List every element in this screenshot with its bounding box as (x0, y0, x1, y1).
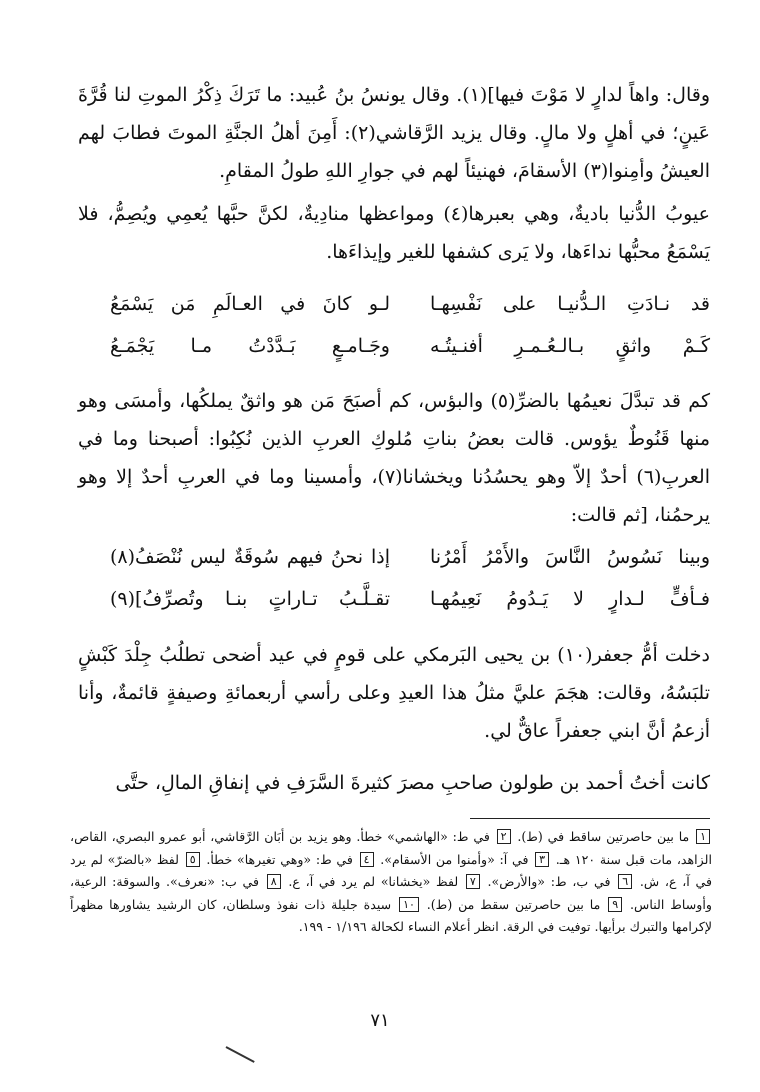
footnote-text: لفظ «يخشانا» لم يرد في آ، ع. (288, 874, 459, 889)
scan-mark (226, 1046, 255, 1063)
verse-line (110, 283, 710, 325)
paragraph: كم قد تبدَّلَ نعيمُها بالضرِّ(٥) والبؤس، كم أصبَحَ مَن هو واثقٌ يملكُها، وأمسَى وهو منها قَنُوطٌ يؤوس. قالت بعضُ بناتِ مُلوكِ العربِ الذين نُكِبُوا: أصبحنا وما في العربِ(٦) أحدٌ إلاّ وهو يحسُدُنا ويخشانا(٧)، وأمسينا وما في العربِ أحدٌ إلا وهو يرحمُنا، [ثم قالت: (78, 390, 710, 526)
verse-hemistich: وبينا نَسُوسُ النَّاسَ والأَمْرُ أَمْرُنا (430, 546, 710, 568)
footnote-number: ٢ (497, 829, 511, 844)
verse-line (110, 578, 710, 620)
footnote-number: ٧ (466, 874, 480, 889)
footnote-divider (470, 818, 710, 819)
footnote-number: ٥ (186, 852, 200, 867)
footnote-number: ١٠ (399, 897, 419, 912)
footnote-number: ٣ (535, 852, 549, 867)
verse-block (110, 283, 710, 367)
paragraph: كانت أختُ أحمد بن طولون صاحبِ مصرَ كثيرةَ السَّرَفِ في إنفاقِ المالِ، حتَّى (115, 772, 710, 794)
footnote-text: في ب: «نعرف». والسوقة: الرعية، وأوساط الناس. (70, 874, 712, 912)
verse-block (110, 536, 710, 620)
footnote-text: في ط: «وهي تغيرها» خطأ. (206, 851, 353, 867)
verse-hemistich: وجَـامـعٍ بَـدَّدْتُ مـا يَجْمَـعُ (110, 335, 390, 357)
verse-hemistich: لـو كانَ في العـالَمِ مَن يَسْمَعُ (110, 293, 390, 315)
footnotes (70, 826, 712, 939)
paragraph: وقال: واهاً لدارٍ لا مَوْتَ فيها](١). وقال يونسُ بنُ عُبيد: ما تَرَكَ ذِكْرُ الموتِ لنا قُرَّةَ عَينٍ؛ في أهلٍ ولا مالٍ. وقال يزيد الرَّقاشي(٢): أَمِنَ أهلُ الجنَّةِ الموتَ فطابَ لهم العيشُ وأمِنوا(٣) الأسقامَ، فهنيئاً لهم في جوارِ اللهِ طولُ المقامِ. (78, 84, 710, 182)
verse-hemistich: قد نـادَتِ الـدُّنيـا على نَفْسِهـا (430, 293, 710, 315)
footnote-text: ما بين حاصرتين سقط من (ط). (426, 896, 601, 912)
footnote-number: ٨ (267, 874, 281, 889)
verse-hemistich: فـأفٍّ لـدارٍ لا يَـدُومُ نَعِيمُهـا (430, 588, 710, 610)
footnote-text: في ط: «الهاشمي» خطأ. وهو يزيد بن أبَان الرَّقاشي، أبو عمرو البصري، القاص، الزاهد، مات قبل سنة ١٢٠ هـ. (70, 829, 712, 867)
verse-hemistich: كَـمْ واثقٍ بـالـعُـمـرِ أفنـيتُـه (430, 335, 710, 357)
footnote-number: ١ (696, 829, 710, 844)
paragraph: دخلت أمُّ جعفر(١٠) بن يحيى البَرمكي على قومٍ في عيد أضحى تطلُبُ جِلْدَ كَبْشٍ تلبَسُهُ، وقالت: هجَمَ عليَّ مثلُ هذا العيدِ وعلى رأسي أربعمائةِ وصيفةٍ قائمةٌ، وأنا أزعمُ أنَّ ابني جعفراً عاقٌّ لي. (78, 644, 710, 742)
footnote-number: ٤ (360, 852, 374, 867)
footnote-number: ٦ (618, 874, 632, 889)
page-number: ٧١ (370, 1010, 390, 1031)
verse-line (110, 325, 710, 367)
footnote-text: في ب، ط: «والأرض». (487, 874, 611, 889)
footnote-text: سيدة جليلة ذات نفوذ وسلطان، كان الرشيد يشاورها مظهراً لإكرامها والتبرك برأيها. توفيت في الرقة. انظر أعلام النساء لكحالة ١/١٩٦ - ١٩٩. (70, 896, 712, 934)
footnote-text: في آ: «وأمنوا من الأسقام». (380, 851, 529, 867)
footnote-text: لفظ «بالضرّ» لم يرد في آ، ع، ش. (70, 851, 712, 889)
verse-hemistich: تقـلَّـبُ تـاراتٍ بنـا وتُصرِّفُ](٩) (110, 588, 390, 610)
footnote-text: ما بين حاصرتين ساقط في (ط). (517, 829, 690, 844)
verse-line (110, 536, 710, 578)
footnote-number: ٩ (608, 897, 622, 912)
paragraph: عيوبُ الدُّنيا باديةٌ، وهي بعبرها(٤) ومواعظها منادِيةٌ، لكنَّ حبَّها يُعمِي ويُصِمُّ، فلا يَسْمَعُ محبُّها نداءَها، ولا يَرى كشفها للغير وإيذاءَها. (78, 203, 710, 263)
verse-hemistich: إذا نحنُ فيهم سُوقَةٌ ليس نُنْصَفُ(٨) (110, 546, 390, 568)
